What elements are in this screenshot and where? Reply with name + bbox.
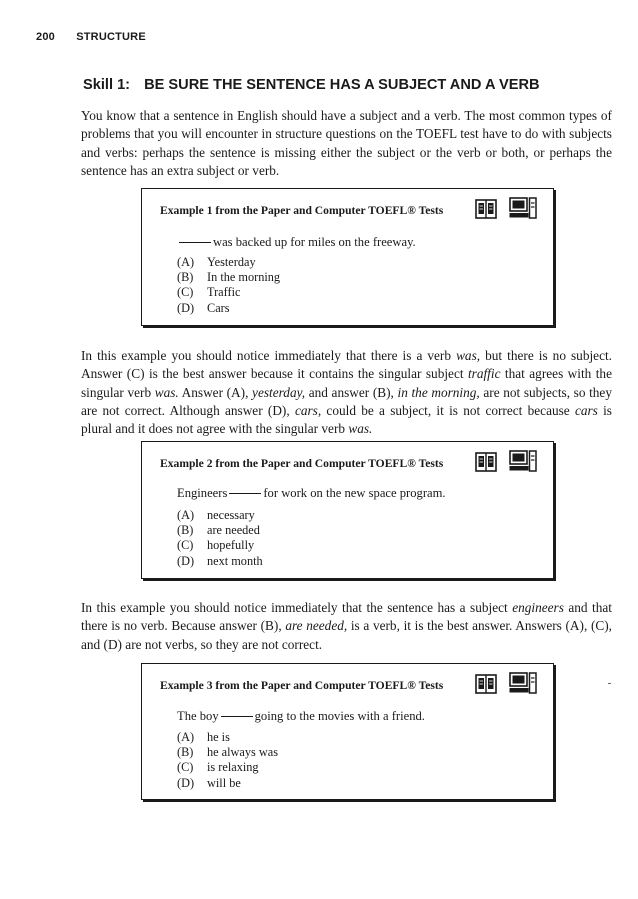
example-stem: The boy going to the movies with a friend. bbox=[177, 709, 425, 723]
skill-title: BE SURE THE SENTENCE HAS A SUBJECT AND A VERB bbox=[144, 77, 540, 93]
page-number: 200 bbox=[36, 31, 55, 43]
answer-blank bbox=[221, 716, 253, 717]
skill-heading bbox=[83, 77, 613, 93]
option-d: (D) Cars bbox=[177, 300, 230, 315]
book-icon bbox=[475, 452, 497, 472]
option-d: (D) next month bbox=[177, 553, 263, 568]
answer-options bbox=[177, 730, 278, 791]
example-title: Example 2 from the Paper and Computer TOEFL® Tests bbox=[160, 457, 444, 470]
example-box-2 bbox=[141, 441, 554, 579]
option-c: (C) is relaxing bbox=[177, 760, 259, 775]
example-stem: Engineers for work on the new space program. bbox=[177, 486, 446, 500]
section-name: STRUCTURE bbox=[76, 31, 146, 43]
example-title: Example 3 from the Paper and Computer TOEFL® Tests bbox=[160, 679, 444, 692]
option-c: (C) hopefully bbox=[177, 538, 255, 553]
example-box-3 bbox=[141, 663, 554, 800]
option-d: (D) will be bbox=[177, 775, 241, 790]
option-a: (A) he is bbox=[177, 730, 230, 744]
option-b: (B) are needed bbox=[177, 523, 260, 538]
option-c: (C) Traffic bbox=[177, 285, 241, 300]
option-a: (A) necessary bbox=[177, 508, 255, 522]
answer-options bbox=[177, 255, 280, 316]
option-b: (B) In the morning bbox=[177, 270, 281, 285]
option-a: (A) Yesterday bbox=[177, 255, 256, 269]
example-title: Example 1 from the Paper and Computer TOEFL® Tests bbox=[160, 204, 444, 217]
answer-blank bbox=[229, 493, 261, 494]
computer-icon bbox=[509, 197, 537, 219]
answer-blank bbox=[179, 242, 211, 243]
example-stem: was backed up for miles on the freeway. bbox=[177, 235, 416, 250]
computer-icon bbox=[509, 672, 537, 694]
option-b: (B) he always was bbox=[177, 745, 279, 760]
stray-mark bbox=[608, 683, 611, 684]
book-icon bbox=[475, 674, 497, 694]
running-header bbox=[36, 31, 146, 43]
book-icon bbox=[475, 199, 497, 219]
explanation-paragraph-2: In this example you should notice immediately that the sentence has a subject engineers and that there is no verb. Because answer (B), are needed, is a verb, it is the best answer. Answers (A), (C), and (D) are not verbs, so they are not correct. bbox=[81, 600, 612, 652]
computer-icon bbox=[509, 450, 537, 472]
answer-options bbox=[177, 508, 263, 569]
intro-paragraph: You know that a sentence in English should have a subject and a verb. The most common types of problems that you will encounter in structure questions on the TOEFL test have to do with subjects and verbs: perhaps the sentence is missing either the subject or the verb or both, or perhaps the sentence has an extra subject or verb. bbox=[81, 108, 612, 178]
explanation-paragraph-1: In this example you should notice immediately that there is a verb was, but there is no subject. Answer (C) is the best answer because it contains the singular subject traffic that agrees with the singular verb was. Answer (A), yesterday, and answer (B), in the morning, are not subjects, so they are not correct. Although answer (D), cars, could be a subject, it is not correct because cars is plural and it does not agree with the singular verb was. bbox=[81, 348, 613, 437]
example-box-1 bbox=[141, 188, 554, 326]
skill-label: Skill 1: bbox=[83, 77, 131, 93]
